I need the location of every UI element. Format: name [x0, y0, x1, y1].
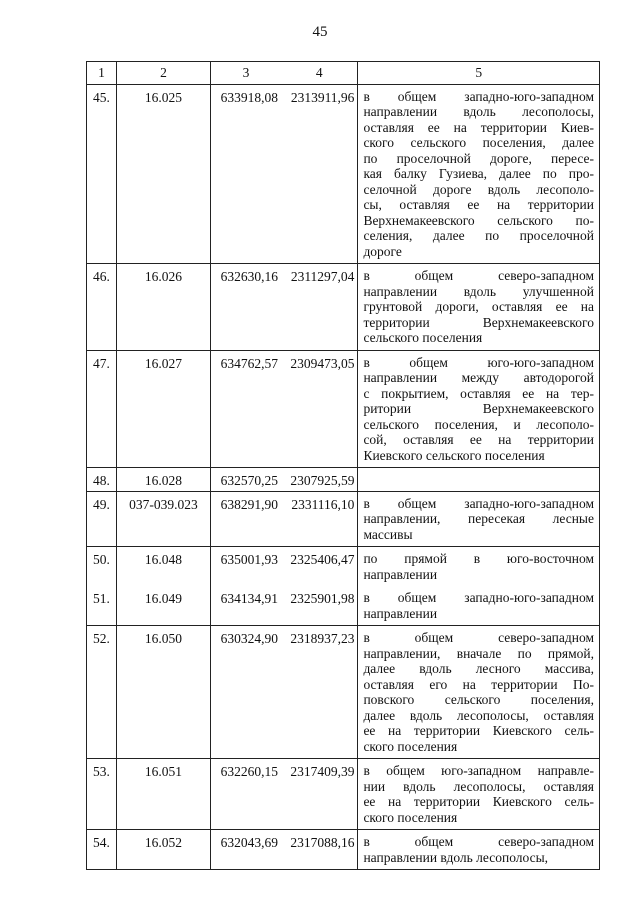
description-line: по прямой в юго-восточном: [363, 551, 594, 566]
coordinate-y-cell: 2311297,04: [281, 264, 358, 351]
description-line: направлении вдоль лесополосы,: [363, 104, 594, 119]
coordinate-y-cell: 2307925,59: [281, 468, 358, 492]
coordinate-x-cell: 633918,08: [210, 84, 281, 264]
coordinate-x-cell: 634134,91: [210, 586, 281, 626]
description-line: далее вдоль лесного массива,: [363, 661, 594, 676]
coordinate-y-cell: 2317088,16: [281, 830, 358, 870]
table-row: [87, 264, 600, 351]
point-code-cell: 16.052: [116, 830, 210, 870]
point-code-cell: 16.050: [116, 626, 210, 759]
coordinate-y-cell: 2313911,96: [281, 84, 358, 264]
description-line: дороге: [363, 243, 402, 259]
point-code-cell: 16.028: [116, 468, 210, 492]
point-code-cell: 16.048: [116, 547, 210, 587]
table-row: [87, 586, 600, 626]
table-row: [87, 350, 600, 468]
point-code-cell: 037-039.023: [116, 491, 210, 547]
point-code-cell: 16.049: [116, 586, 210, 626]
table-body: [87, 62, 600, 870]
header-cell-2: 2: [116, 62, 210, 85]
coordinate-x-cell: 635001,93: [210, 547, 281, 587]
table-header-row: [87, 62, 600, 85]
row-number-cell: 50.: [87, 547, 117, 587]
description-line: в общем западно-юго-западном: [363, 495, 594, 511]
description-line: Верхнемакеевского сельского по-: [363, 212, 594, 228]
description-line: селения, далее по проселочной: [363, 228, 594, 243]
description-line: сой, оставляя ее на территории: [363, 432, 594, 447]
boundary-table: [86, 61, 600, 870]
table-row: [87, 491, 600, 547]
description-line: сы, оставляя ее на территории: [363, 197, 594, 212]
row-number-cell: 53.: [87, 759, 117, 830]
description-cell: [358, 547, 600, 587]
description-line: повского сельского поселения,: [363, 692, 594, 707]
description-line: селочной дороге вдоль лесополо-: [363, 181, 594, 197]
table-row: [87, 830, 600, 870]
point-code-cell: 16.051: [116, 759, 210, 830]
page-number: 45: [312, 24, 328, 40]
description-line: территории Верхнемакеевского: [363, 314, 594, 330]
description-line: оставляя ее на территории Киев-: [363, 119, 594, 135]
description-line: ее на территории Киевского сель-: [363, 794, 594, 809]
row-number-cell: 49.: [87, 491, 117, 547]
description-line: в общем северо-западном: [363, 268, 594, 283]
point-code-cell: 16.025: [116, 84, 210, 264]
table-row: [87, 547, 600, 587]
description-cell: [358, 586, 600, 626]
description-cell: [358, 84, 600, 264]
header-cell-3: 3: [210, 62, 281, 85]
description-line: кая балку Гузиева, далее по про-: [363, 166, 594, 181]
row-number-cell: 51.: [87, 586, 117, 626]
coordinate-y-cell: 2331116,10: [281, 491, 358, 547]
header-cell-1: 1: [87, 62, 117, 85]
description-line: ее на территории Киевского сель-: [363, 723, 594, 738]
coordinate-x-cell: 632630,16: [210, 264, 281, 351]
description-cell: [358, 468, 600, 492]
description-line: направлении, пересекая лесные: [363, 511, 594, 526]
coordinate-x-cell: 634762,57: [210, 350, 281, 468]
coordinate-x-cell: 630324,90: [210, 626, 281, 759]
description-line: в общем юго-западном направле-: [363, 763, 594, 778]
description-line: нии вдоль лесополосы, оставляя: [363, 778, 594, 794]
description-line: в общем юго-юго-западном: [363, 354, 594, 370]
description-line: с покрытием, оставляя ее на тер-: [363, 385, 594, 401]
description-line: ского поселения: [363, 738, 458, 754]
point-code-cell: 16.027: [116, 350, 210, 468]
description-line: ского сельского поселения, далее: [363, 135, 594, 150]
point-code-cell: 16.026: [116, 264, 210, 351]
description-line: массивы: [363, 526, 413, 542]
description-cell: [358, 626, 600, 759]
description-line: направлении вдоль лесополосы,: [363, 849, 549, 865]
description-cell: [358, 491, 600, 547]
row-number-cell: 48.: [87, 468, 117, 492]
header-cell-4: 4: [281, 62, 358, 85]
description-line: в общем западно-юго-западном: [363, 88, 594, 104]
description-line: в общем северо-западном: [363, 630, 594, 645]
table-row: [87, 468, 600, 492]
description-cell: [358, 759, 600, 830]
row-number-cell: 46.: [87, 264, 117, 351]
description-cell: [358, 264, 600, 351]
description-line: направлении между автодорогой: [363, 370, 594, 385]
description-line: оставляя его на территории По-: [363, 676, 594, 692]
description-line: Киевского сельского поселения: [363, 447, 545, 463]
description-line: в общем западно-юго-западном: [363, 590, 594, 605]
description-line: сельского поселения, и лесополо-: [363, 416, 594, 432]
coordinate-x-cell: 632260,15: [210, 759, 281, 830]
description-line: ского поселения: [363, 809, 458, 825]
table-row: [87, 626, 600, 759]
description-line: далее вдоль лесополосы, оставляя: [363, 707, 594, 723]
description-line: в общем северо-западном: [363, 834, 594, 849]
row-number-cell: 45.: [87, 84, 117, 264]
coordinate-x-cell: 632043,69: [210, 830, 281, 870]
table-row: [87, 84, 600, 264]
description-line: грунтовой дороги, оставляя ее на: [363, 299, 594, 314]
description-line: сельского поселения: [363, 330, 483, 345]
coordinate-y-cell: 2309473,05: [281, 350, 358, 468]
description-line: направлении: [363, 605, 438, 621]
description-cell: [358, 830, 600, 870]
coordinate-x-cell: 638291,90: [210, 491, 281, 547]
description-line: ритории Верхнемакеевского: [363, 401, 594, 416]
table-row: [87, 759, 600, 830]
coordinate-y-cell: 2325901,98: [281, 586, 358, 626]
row-number-cell: 54.: [87, 830, 117, 870]
description-cell: [358, 350, 600, 468]
description-line: направлении вдоль улучшенной: [363, 283, 594, 299]
coordinate-y-cell: 2317409,39: [281, 759, 358, 830]
coordinate-x-cell: 632570,25: [210, 468, 281, 492]
row-number-cell: 47.: [87, 350, 117, 468]
coordinate-y-cell: 2318937,23: [281, 626, 358, 759]
description-line: направлении, вначале по прямой,: [363, 645, 594, 661]
coordinate-y-cell: 2325406,47: [281, 547, 358, 587]
description-line: направлении: [363, 566, 438, 582]
row-number-cell: 52.: [87, 626, 117, 759]
header-cell-5: 5: [358, 62, 600, 85]
description-line: по проселочной дороге, пересе-: [363, 150, 594, 166]
